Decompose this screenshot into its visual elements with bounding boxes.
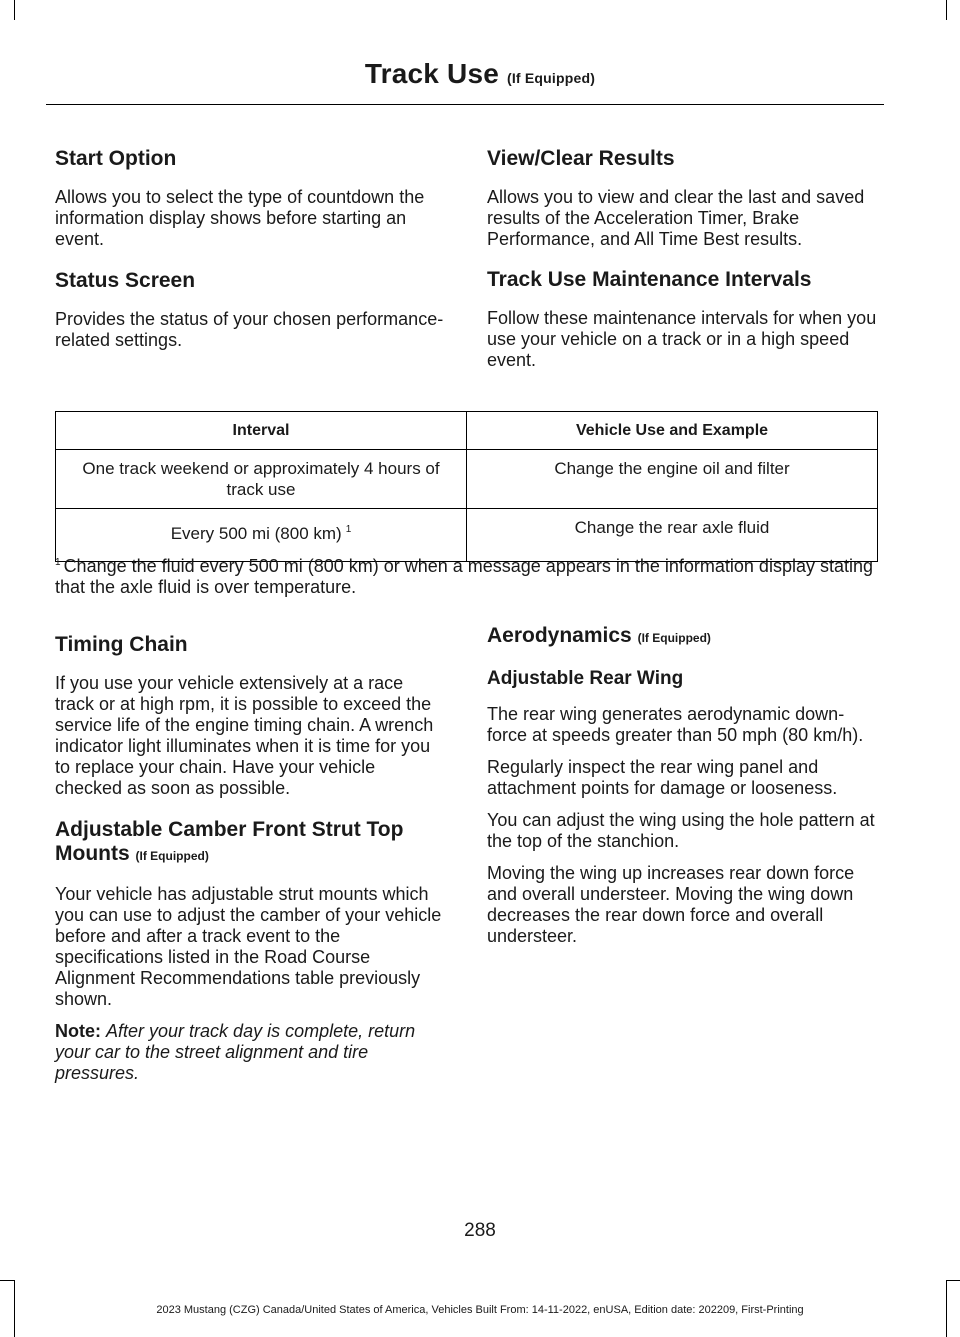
table-header-row [56,412,878,450]
maintenance-interval-table [55,411,878,562]
maintenance-heading: Track Use Maintenance Intervals [487,268,812,291]
rear-wing-paragraph-2: Regularly inspect the rear wing panel and attachment points for damage or looseness. [487,757,838,798]
page-title-suffix: (If Equipped) [506,70,596,86]
status-screen-heading: Status Screen [55,269,196,292]
table-row [56,509,878,562]
aerodynamics-heading-text: Aerodynamics [487,624,632,647]
table-cell-interval-text: Every 500 mi (800 km) [170,524,342,543]
camber-heading-suffix: (If Equipped) [135,849,209,863]
crop-mark-top-right-vertical [946,0,947,20]
page-number: 288 [464,1220,496,1241]
table-cell-vehicle-use: Change the engine oil and filter [467,450,878,509]
rear-wing-paragraph-3: You can adjust the wing using the hole pattern at the top of the stanchion. [487,810,875,851]
start-option-body: Allows you to select the type of countdown the information display shows before starting an event. [55,187,425,249]
note-text: After your track day is complete, return your car to the street alignment and tire pressures. [55,1021,416,1083]
page-title-text: Track Use [364,58,499,89]
status-screen-body: Provides the status of your chosen performance-related settings. [55,309,444,350]
table-footnote [55,556,885,598]
camber-heading-text: Adjustable Camber Front Strut Top Mounts [55,818,404,865]
table-row [56,450,878,509]
maintenance-body: Follow these maintenance intervals for when you use your vehicle on a track or in a high speed event. [487,308,877,370]
page-title [0,58,960,90]
right-column-top [487,147,879,371]
crop-mark-bottom-left-horizontal [0,1280,14,1281]
camber-note [55,1021,447,1084]
camber-heading [55,818,447,868]
table-cell-interval [56,509,467,562]
rear-wing-paragraph-4: Moving the wing up increases rear down force and overall understeer. Moving the wing down decreases the rear down force and overall understeer. [487,863,855,946]
crop-mark-bottom-right-horizontal [946,1280,960,1281]
table-cell-interval: One track weekend or approximately 4 hours of track use [56,450,467,509]
rear-wing-paragraph-1: The rear wing generates aerodynamic down-force at speeds greater than 50 mph (80 km/h). [487,704,864,745]
table-header-interval: Interval [56,412,467,450]
left-column-top [55,147,447,351]
view-clear-heading: View/Clear Results [487,147,675,170]
table-cell-vehicle-use: Change the rear axle fluid [467,509,878,562]
footnote-reference: 1 [345,524,352,536]
crop-mark-top-left-vertical [14,0,15,20]
rear-wing-heading: Adjustable Rear Wing [487,668,684,689]
footnote-text: Change the fluid every 500 mi (800 km) or when a message appears in the information display stating that the axle fluid is over temperature. [55,556,873,597]
footnote-marker: 1 [55,557,61,568]
timing-chain-heading: Timing Chain [55,633,188,656]
aerodynamics-heading [487,624,879,650]
footer-edition-text: 2023 Mustang (CZG) Canada/United States of America, Vehicles Built From: 14-11-2022, enUSA, Edition date: 202209, First-Printing [156,1304,804,1316]
left-column-bottom [55,633,447,1084]
view-clear-body: Allows you to view and clear the last and saved results of the Acceleration Timer, Brake Performance, and All Time Best results. [487,187,865,249]
aerodynamics-heading-suffix: (If Equipped) [637,631,711,645]
note-label: Note: [55,1021,101,1041]
right-column-bottom [487,624,879,947]
header-rule [46,104,884,105]
camber-body: Your vehicle has adjustable strut mounts which you can use to adjust the camber of your vehicle before and after a track event to the specifications listed in the Road Course Alignment Recommendations table previously shown. [55,884,442,1009]
table-header-vehicle-use: Vehicle Use and Example [467,412,878,450]
timing-chain-body: If you use your vehicle extensively at a race track or at high rpm, it is possible to exceed the service life of the engine timing chain. A wrench indicator light illuminates when it is time for you to replace your chain. Have your vehicle checked as soon as possible. [55,673,434,798]
start-option-heading: Start Option [55,147,177,170]
